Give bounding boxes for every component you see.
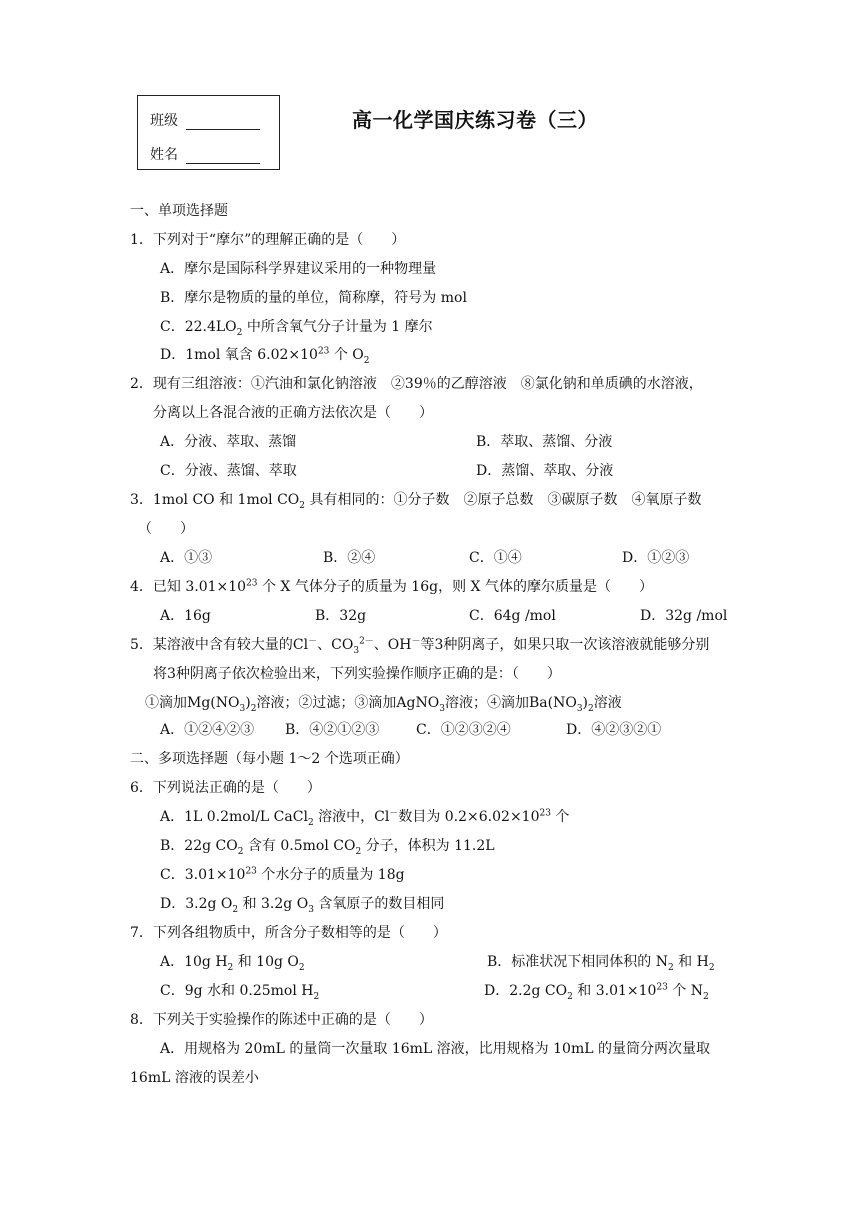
q1-option-d: D．1mol 氧含 $6.02\times 10^{23}$ 个 $O_2$ [160, 346, 370, 366]
q5-stem-line1: 5．某溶液中含有较大量的Cl－、$CO_3^{2-}$、OH－等3种阴离子，如果只取一次该溶液就能够分别 [130, 636, 710, 656]
page-title: 高一化学国庆练习卷（三） [352, 108, 598, 132]
q6-stem: 6．下列说法正确的是（ ） [130, 780, 321, 796]
q3-option-b: B．②④ [323, 550, 376, 566]
q3-option-c: C．①④ [469, 550, 522, 566]
q2-option-d: D．蒸馏、萃取、分液 [476, 463, 614, 479]
q5-operations: ①滴加$Mg(NO_3)_2$溶液；②过滤；③滴加AgNO$_3$溶液；④滴加$Ba(NO_3)_2$溶液 [145, 695, 622, 714]
q6-option-b: B．22g $CO_2$ 含有 0.5mol $CO_2$ 分子，体积为 11.2L [160, 838, 495, 857]
q6-option-c: C．$3.01\times 10^{23}$ 个水分子的质量为 18g [160, 866, 405, 883]
section-heading-multiple-choice: 二、多项选择题（每小题 1～2 个选项正确） [130, 751, 409, 767]
q3-stem-line1: 3．1mol CO 和 1mol $CO_2$ 具有相同的：①分子数 ②原子总数 ③碳原子数 ④氧原子数 [130, 492, 702, 511]
q1-option-a: A．摩尔是国际科学界建议采用的一种物理量 [160, 261, 437, 277]
q8-stem: 8．下列关于实验操作的陈述中正确的是（ ） [130, 1012, 433, 1028]
q7-option-a: A．10g $H_2$ 和 10g $O_2$ [160, 954, 305, 973]
q2-option-c: C．分液、蒸馏、萃取 [160, 463, 297, 479]
q7-option-d: D．2.2g $CO_2$ 和 $3.01\times 10^{23}$ 个 $N_2$ [484, 982, 709, 1002]
name-blank [186, 149, 260, 164]
q3-stem-line2: （ ） [138, 521, 194, 537]
q2-stem-line1: 2．现有三组溶液：①汽油和氯化钠溶液 ②39％的乙醇溶液 ⑧氯化钠和单质碘的水溶液， [130, 376, 703, 392]
class-blank [186, 115, 260, 130]
q7-stem: 7．下列各组物质中，所含分子数相等的是（ ） [130, 925, 447, 941]
q3-option-d: D．①②③ [622, 550, 690, 566]
q2-option-a: A．分液、萃取、蒸馏 [160, 434, 297, 450]
q7-option-b: B．标准状况下相同体积的 $N_2$ 和 $H_2$ [487, 954, 715, 973]
q8-option-a-line1: A．用规格为 20mL 的量筒一次量取 16mL 溶液，比用规格为 10mL 的量筒分两次量取 [160, 1041, 710, 1057]
q2-option-b: B．萃取、蒸馏、分液 [476, 434, 613, 450]
name-label: 姓名 [150, 147, 178, 163]
q1-option-c: C．$22.4LO_2$ 中所含氧气分子计量为 1 摩尔 [160, 319, 433, 338]
student-info-box [137, 95, 280, 170]
q6-option-d: D．3.2g $O_2$ 和 3.2g $O_3$ 含氧原子的数目相同 [160, 896, 445, 915]
section-heading-single-choice: 一、单项选择题 [130, 203, 228, 219]
q2-stem-line2: 分离以上各混合液的正确方法依次是（ ） [153, 405, 433, 421]
q5-option-c: C．①②③②④ [416, 722, 511, 738]
q4-option-b: B．32g [315, 608, 367, 624]
q5-option-a: A．①②④②③ [160, 722, 255, 738]
q4-stem: 4．已知 $3.01\times 10^{23}$ 个 X 气体分子的质量为 16g，则 X 气体的摩尔质量是（ ） [130, 578, 653, 595]
q6-option-a: A．1L 0.2mol/L CaCl$_2$ 溶液中，Cl－数目为 $0.2\times 6.02\times 10^{23}$ 个 [160, 808, 570, 828]
q5-option-d: D．④②③②① [566, 722, 662, 738]
class-label: 班级 [150, 113, 178, 129]
q5-stem-line2: 将3种阴离子依次检验出来，下列实验操作顺序正确的是：（ ） [153, 666, 561, 682]
q3-option-a: A．①③ [160, 550, 213, 566]
q1-stem: 1．下列对于“摩尔”的理解正确的是（ ） [130, 232, 406, 248]
name-field [150, 144, 260, 164]
q4-option-c: C．64g /mol [469, 608, 556, 624]
q5-option-b: B．④②①②③ [285, 722, 380, 738]
q4-option-d: D．32g /mol [640, 608, 728, 624]
q7-option-c: C．9g 水和 0.25mol $H_2$ [160, 983, 320, 1002]
q8-option-a-line2: 16mL 溶液的误差小 [130, 1070, 259, 1086]
q1-option-b: B．摩尔是物质的量的单位，简称摩，符号为 mol [160, 290, 467, 306]
q4-option-a: A．16g [160, 608, 211, 624]
class-field [150, 110, 260, 130]
